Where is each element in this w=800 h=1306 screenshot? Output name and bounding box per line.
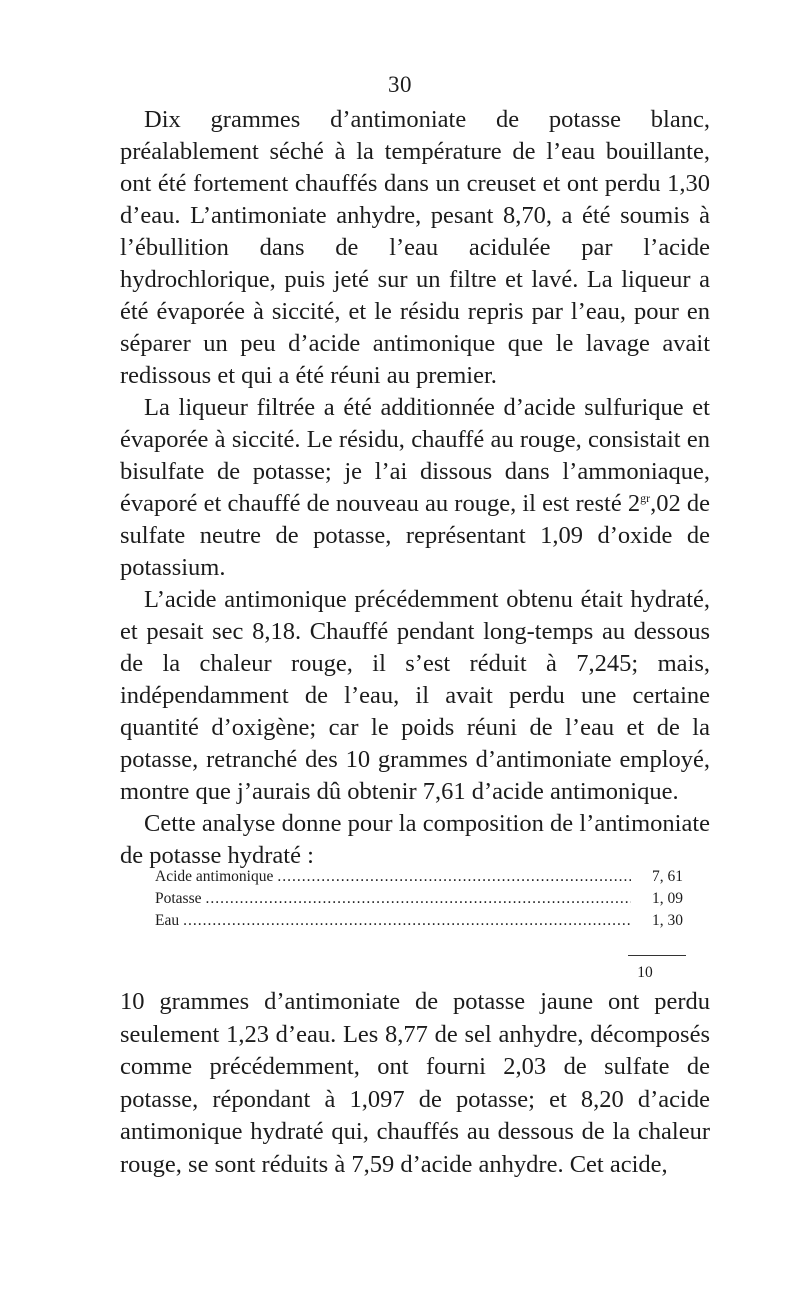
composition-row <box>155 866 683 888</box>
composition-total: 10 <box>637 964 653 981</box>
sum-rule <box>628 955 686 956</box>
paragraph-4: Cette analyse donne pour la composition de l’antimoniate de potasse hydraté : <box>120 810 710 869</box>
page-number: 30 <box>388 72 412 97</box>
dot-leader <box>183 910 631 932</box>
paragraph-2-part-1: La liqueur filtrée a été additionnée d’acide sulfurique et évaporée à siccité. Le résidu, chauffé au rouge, consistait en bisulfate de potasse; je l’ai dissous dans l’ammoniaque, évaporé et chauffé de nouveau au rouge, il est resté 2 <box>120 394 710 517</box>
composition-label: Acide antimonique <box>155 868 274 885</box>
composition-table <box>155 866 683 932</box>
composition-label: Eau <box>155 912 180 929</box>
composition-value: 1, 30 <box>652 912 683 929</box>
paragraph-2 <box>120 392 710 584</box>
composition-row <box>155 888 683 910</box>
paragraph-3: L’acide antimonique précédemment obtenu était hydraté, et pesait sec 8,18. Chauffé pendant long-temps au dessous de la chaleur rouge, il s’est réduit à 7,245; mais, indépendamment de l’eau, il avait perdu une certaine quantité d’oxigène; car le poids réuni de l’eau et de la potasse, retranché des 10 grammes d’antimoniate employé, montre que j’aurais dû obtenir 7,61 d’acide antimonique. <box>120 586 710 805</box>
gram-abbreviation: gr <box>640 490 651 505</box>
dot-leader <box>206 888 632 910</box>
continuation-text <box>120 986 710 1181</box>
composition-label: Potasse <box>155 890 202 907</box>
body-text <box>120 104 710 872</box>
dot-leader <box>277 866 631 888</box>
paragraph-5: 10 grammes d’antimoniate de potasse jaune ont perdu seulement 1,23 d’eau. Les 8,77 de sel anhydre, décomposés comme précédemment, ont fourni 2,03 de sulfate de potasse, répondant à 1,097 de potasse; et 8,20 d’acide antimonique hydraté qui, chauffés au dessous de la chaleur rouge, se sont réduits à 7,59 d’acide anhydre. Cet acide, <box>120 988 710 1178</box>
composition-value: 1, 09 <box>652 890 683 907</box>
composition-value: 7, 61 <box>652 868 683 885</box>
composition-row <box>155 910 683 932</box>
paragraph-1: Dix grammes d’antimoniate de potasse blanc, préalablement séché à la température de l’eau bouillante, ont été fortement chauffés dans un creuset et ont perdu 1,30 d’eau. L’antimoniate anhydre, pesant 8,70, a été soumis à l’ébullition dans de l’eau acidulée par l’acide hydrochlorique, puis jeté sur un filtre et lavé. La liqueur a été évaporée à siccité, et le résidu repris par l’eau, pour en séparer un peu d’acide antimonique que le lavage avait redissous et qui a été réuni au premier. <box>120 106 710 389</box>
paragraph-2-part-2: ,02 de sulfate neutre de potasse, représentant 1,09 d’oxide de potassium. <box>120 490 710 581</box>
